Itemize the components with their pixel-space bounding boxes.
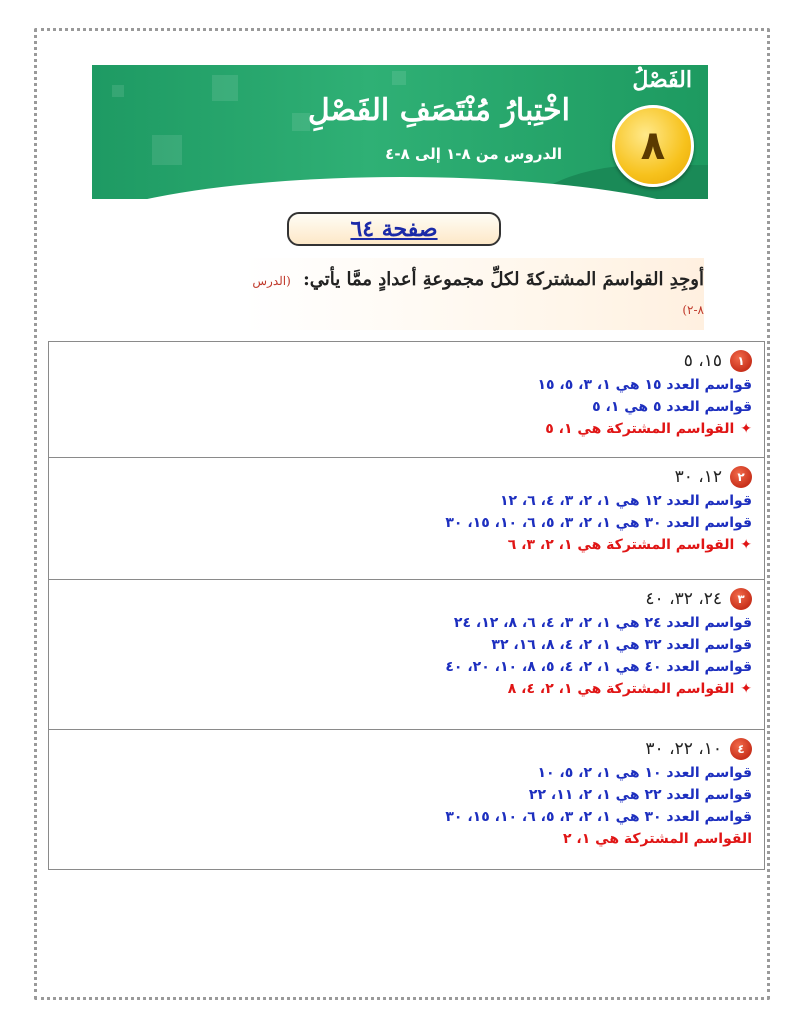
answer-text: القواسم المشتركة هي ١، ٥ bbox=[545, 421, 735, 437]
divisors-line: قواسم العدد ٣٠ هي ١، ٢، ٣، ٥، ٦، ١٠، ١٥، ٣٠ bbox=[445, 515, 752, 531]
chapter-label: الفَصْلُ bbox=[632, 67, 692, 93]
star-icon: ✦ bbox=[740, 537, 752, 553]
banner-subtitle: الدروس من ٨-١ إلى ٨-٤ bbox=[385, 145, 562, 163]
problem-cell-1 bbox=[49, 342, 764, 458]
problem-cell-4 bbox=[49, 730, 764, 870]
banner-title: اخْتِبارُ مُنْتَصَفِ الفَصْلِ bbox=[307, 93, 570, 128]
divisors-line: قواسم العدد ٣٢ هي ١، ٢، ٤، ٨، ١٦، ٣٢ bbox=[491, 637, 752, 653]
chapter-number-badge: ٨ bbox=[612, 105, 694, 187]
divisors-line: قواسم العدد ٢٤ هي ١، ٢، ٣، ٤، ٦، ٨، ١٢، ٢٤ bbox=[453, 615, 752, 631]
problem-numbers: ١٠، ٢٢، ٣٠ bbox=[645, 739, 722, 759]
chapter-banner bbox=[92, 65, 708, 199]
divisors-line: قواسم العدد ٤٠ هي ١، ٢، ٤، ٥، ٨، ١٠، ٢٠، ٤٠ bbox=[445, 659, 752, 675]
problem-number-badge: ٢ bbox=[730, 466, 752, 488]
problem-numbers: ٢٤، ٣٢، ٤٠ bbox=[645, 589, 722, 609]
common-divisors-answer bbox=[57, 534, 752, 556]
common-divisors-answer bbox=[57, 678, 752, 700]
divisors-line: قواسم العدد ١٠ هي ١، ٢، ٥، ١٠ bbox=[537, 765, 752, 781]
problem-numbers: ١٢، ٣٠ bbox=[674, 467, 722, 487]
instructions-text bbox=[244, 258, 704, 324]
answers-table bbox=[48, 341, 765, 870]
problem-numbers: ١٥، ٥ bbox=[683, 351, 722, 371]
problem-number-badge: ٣ bbox=[730, 588, 752, 610]
common-divisors-answer bbox=[57, 418, 752, 440]
answer-text: القواسم المشتركة هي ١، ٢، ٤، ٨ bbox=[507, 681, 735, 697]
divisors-line: قواسم العدد ٢٢ هي ١، ٢، ١١، ٢٢ bbox=[528, 787, 752, 803]
problem-number-badge: ١ bbox=[730, 350, 752, 372]
divisors-line: قواسم العدد ١٢ هي ١، ٢، ٣، ٤، ٦، ١٢ bbox=[499, 493, 752, 509]
page-number-label: صفحة ٦٤ bbox=[287, 212, 501, 246]
star-icon: ✦ bbox=[740, 681, 752, 697]
problem-cell-2 bbox=[49, 458, 764, 580]
divisors-line: قواسم العدد ٣٠ هي ١، ٢، ٣، ٥، ٦، ١٠، ١٥، ٣٠ bbox=[445, 809, 752, 825]
instructions bbox=[244, 258, 704, 330]
divisors-line: قواسم العدد ١٥ هي ١، ٣، ٥، ١٥ bbox=[537, 377, 752, 393]
divisors-line: قواسم العدد ٥ هي ١، ٥ bbox=[592, 399, 752, 415]
problem-number-badge: ٤ bbox=[730, 738, 752, 760]
star-icon: ✦ bbox=[740, 421, 752, 437]
question-text: أوجِدِ القواسمَ المشتركةَ لكلِّ مجموعةِ أعدادٍ ممَّا يأتي: bbox=[303, 269, 704, 290]
common-divisors-answer: القواسم المشتركة هي ١، ٢ bbox=[563, 831, 752, 847]
lesson-reference: (الدرس ٨-٢) bbox=[252, 274, 704, 317]
answer-text: القواسم المشتركة هي ١، ٢، ٣، ٦ bbox=[507, 537, 735, 553]
problem-cell-3 bbox=[49, 580, 764, 730]
